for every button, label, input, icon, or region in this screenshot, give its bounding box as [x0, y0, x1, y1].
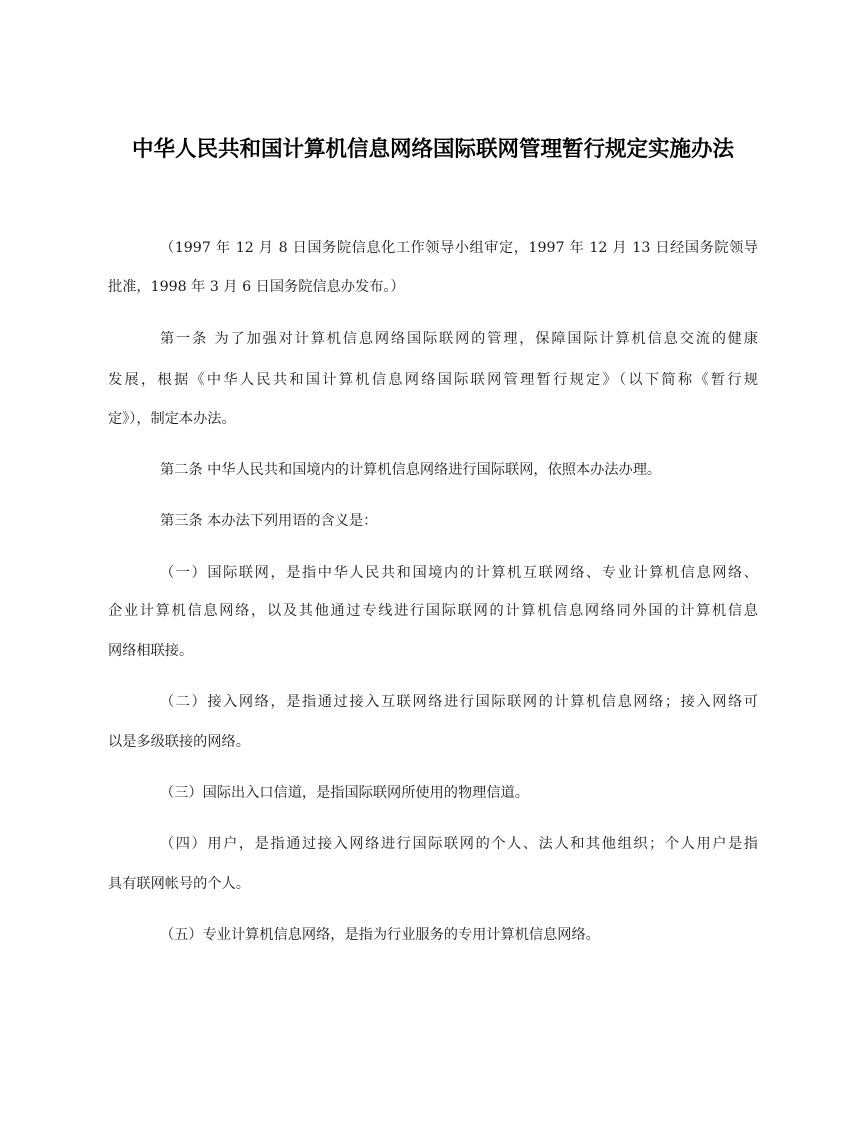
text-line: （二）接入网络，是指通过接入互联网络进行国际联网的计算机信息网络；接入网络可 — [160, 694, 758, 710]
text-line: 发展，根据《中华人民共和国计算机信息网络国际联网管理暂行规定》（以下简称《暂行规 — [108, 372, 758, 388]
text-line: （三）国际出入口信道，是指国际联网所使用的物理信道。 — [160, 785, 529, 801]
text-line: （四）用户，是指通过接入网络进行国际联网的个人、法人和其他组织；个人用户是指 — [160, 836, 758, 852]
text-line: 批准，1998 年 3 月 6 日国务院信息办发布。） — [108, 279, 405, 295]
text-line: 网络相联接。 — [108, 643, 194, 659]
text-line: 企业计算机信息网络，以及其他通过专线进行国际联网的计算机信息网络同外国的计算机信息 — [108, 603, 758, 619]
text-line: （1997 年 12 月 8 日国务院信息化工作领导小组审定，1997 年 12 月 13 日经国务院领导 — [160, 240, 758, 256]
document-title: 中华人民共和国计算机信息网络国际联网管理暂行规定实施办法 — [131, 137, 734, 162]
text-line: 第一条 为了加强对计算机信息网络国际联网的管理，保障国际计算机信息交流的健康 — [160, 331, 758, 347]
text-line: 第二条 中华人民共和国境内的计算机信息网络进行国际联网，依照本办法办理。 — [160, 462, 662, 478]
text-line: 第三条 本办法下列用语的含义是： — [160, 513, 378, 529]
text-line: （五）专业计算机信息网络，是指为行业服务的专用计算机信息网络。 — [160, 927, 600, 943]
text-line: 以是多级联接的网络。 — [108, 734, 250, 750]
text-line: 定》），制定本办法。 — [108, 411, 236, 427]
text-line: 具有联网帐号的个人。 — [108, 876, 250, 892]
text-line: （一）国际联网，是指中华人民共和国境内的计算机互联网络、专业计算机信息网络、 — [160, 565, 758, 581]
